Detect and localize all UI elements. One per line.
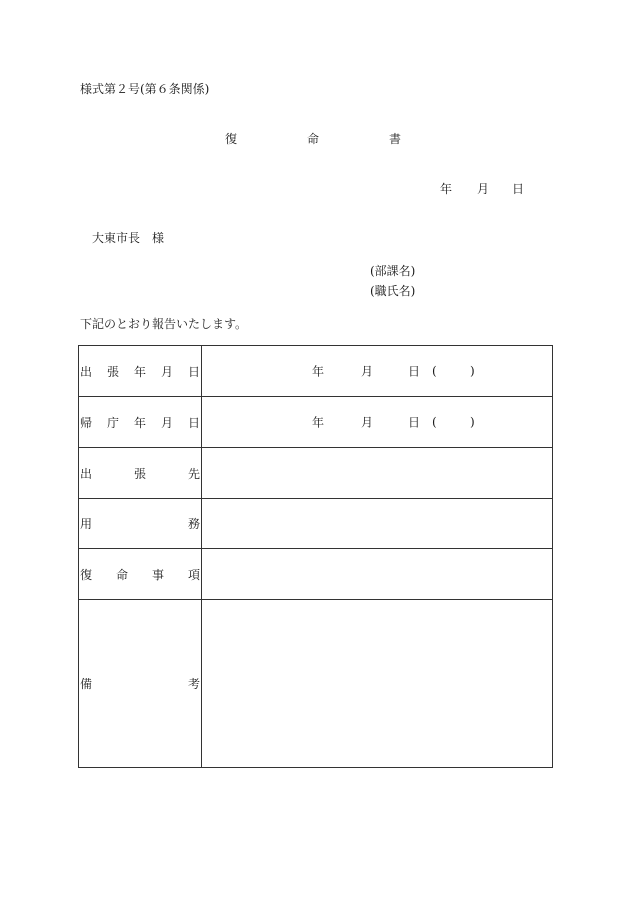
value-month: 月 <box>361 415 374 430</box>
label-char: 考 <box>187 677 200 691</box>
date-day: 日 <box>512 182 525 196</box>
name-label: (職氏名) <box>370 284 416 298</box>
row-label <box>79 397 202 448</box>
label-char: 年 <box>133 415 146 430</box>
row-label <box>79 448 202 499</box>
report-table <box>78 345 553 768</box>
report-items-field[interactable] <box>202 549 553 600</box>
table-row <box>79 600 553 768</box>
table-row <box>79 397 553 448</box>
row-label <box>79 549 202 600</box>
label-char: 命 <box>115 567 128 582</box>
label-char: 張 <box>133 466 146 481</box>
departure-date-field[interactable] <box>202 346 553 397</box>
table-row <box>79 448 553 499</box>
value-month: 月 <box>361 364 374 379</box>
label-char: 月 <box>160 415 173 430</box>
row-label <box>79 499 202 549</box>
title-char-3: 書 <box>389 132 402 146</box>
table-row <box>79 499 553 549</box>
weekday-paren-close: ) <box>470 415 475 429</box>
value-day: 日 <box>408 364 421 379</box>
label-char: 帰 <box>80 415 93 430</box>
value-year: 年 <box>312 364 325 379</box>
remarks-field[interactable] <box>202 600 553 768</box>
label-char: 日 <box>187 415 200 430</box>
value-year: 年 <box>312 415 325 430</box>
weekday-paren-open: ( <box>432 364 437 378</box>
row-label <box>79 600 202 768</box>
date-year: 年 <box>440 182 453 196</box>
label-char: 日 <box>187 364 200 379</box>
label-char: 復 <box>80 567 93 582</box>
label-char: 備 <box>80 677 93 691</box>
date-month: 月 <box>477 182 490 196</box>
row-label <box>79 346 202 397</box>
label-char: 庁 <box>106 415 119 430</box>
label-char: 用 <box>80 517 93 531</box>
table-row <box>79 346 553 397</box>
weekday-paren-open: ( <box>432 415 437 429</box>
label-char: 年 <box>133 364 146 379</box>
label-char: 出 <box>80 466 93 481</box>
addressee: 大東市長 様 <box>92 231 165 245</box>
label-char: 事 <box>151 567 164 582</box>
table-row <box>79 549 553 600</box>
title-char-2: 命 <box>307 132 320 146</box>
label-char: 月 <box>160 364 173 379</box>
department-label: (部課名) <box>370 264 416 278</box>
label-char: 先 <box>187 466 200 481</box>
label-char: 務 <box>187 517 200 531</box>
label-char: 項 <box>187 567 200 582</box>
label-char: 張 <box>106 364 119 379</box>
return-date-field[interactable] <box>202 397 553 448</box>
label-char: 出 <box>80 364 93 379</box>
title-char-1: 復 <box>225 132 238 146</box>
weekday-paren-close: ) <box>470 364 475 378</box>
intro-text: 下記のとおり報告いたします。 <box>80 317 248 331</box>
form-number: 様式第２号(第６条関係) <box>80 82 210 96</box>
destination-field[interactable] <box>202 448 553 499</box>
value-day: 日 <box>408 415 421 430</box>
business-field[interactable] <box>202 499 553 549</box>
